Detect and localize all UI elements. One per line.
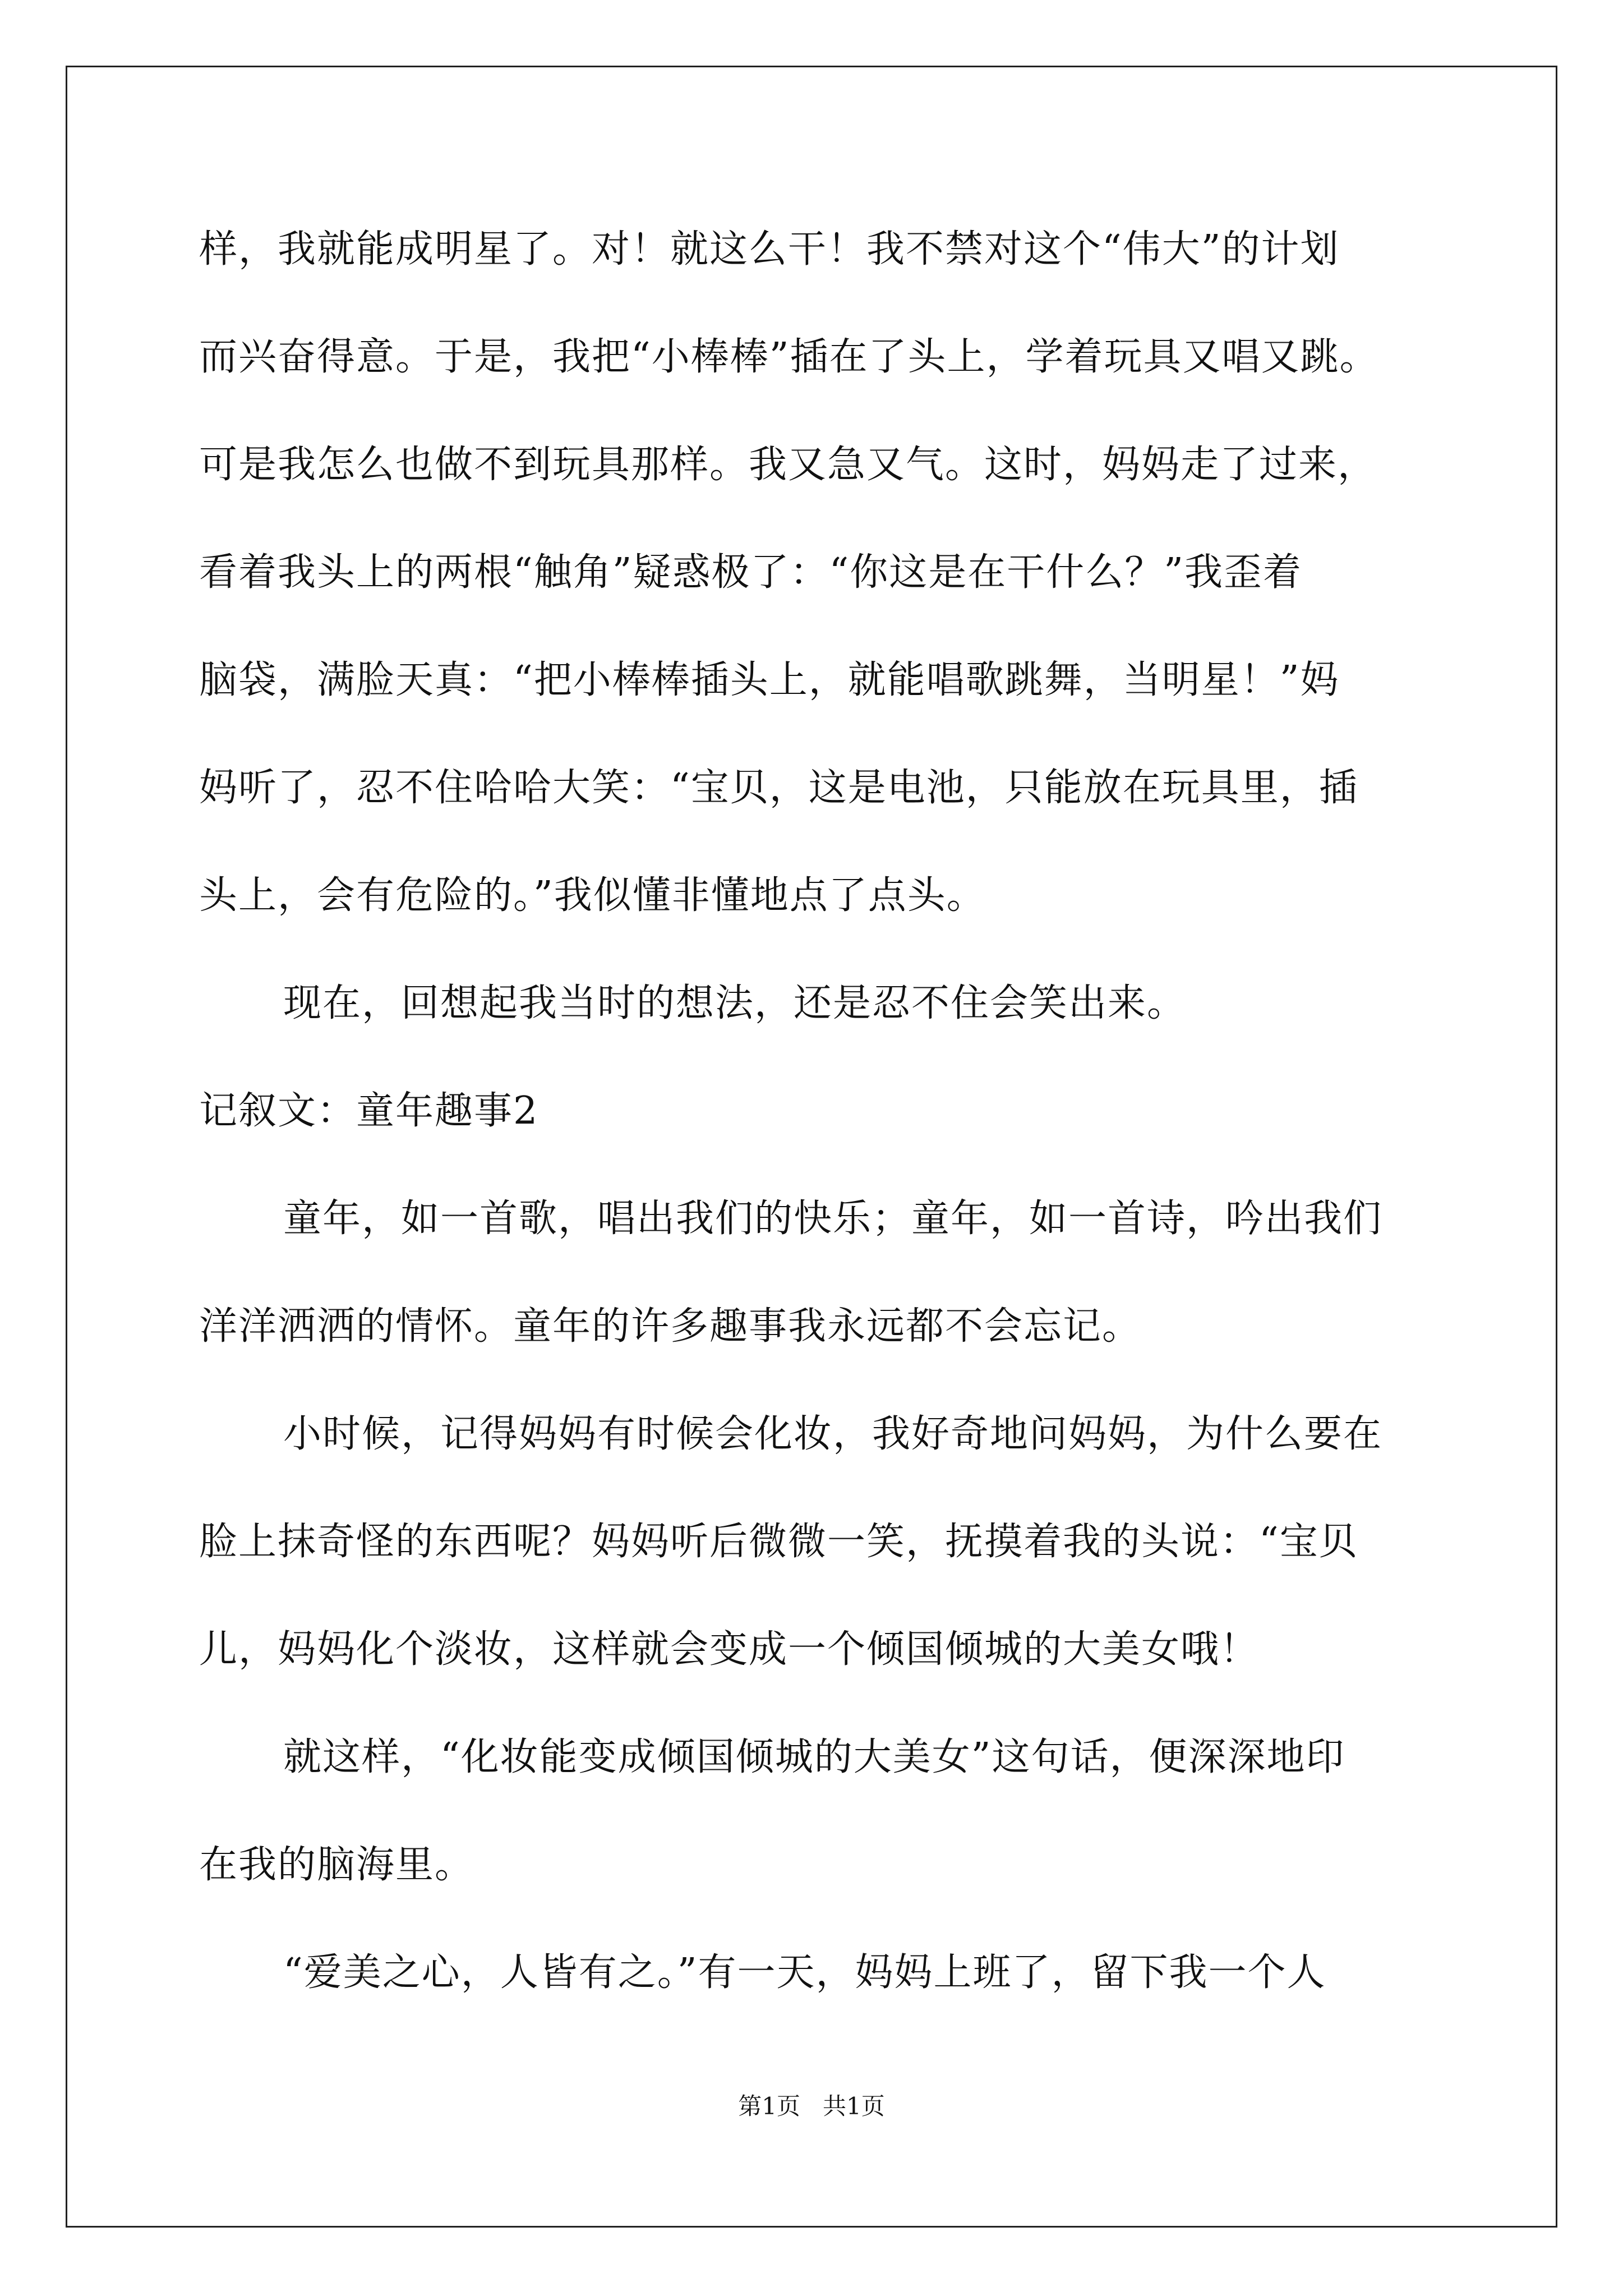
body-line-8: 现在，回想起我当时的想法，还是忍不住会笑出来。 [283, 981, 1187, 1025]
body-line-1: 样，我就能成明星了。对！就这么干！我不禁对这个“伟大”的计划 [199, 227, 1340, 272]
section-heading: 记叙文：童年趣事2 [199, 1089, 539, 1133]
body-line-7: 头上，会有危险的。”我似懂非懂地点了点头。 [199, 873, 986, 918]
body-line-14: 儿，妈妈化个淡妆，这样就会变成一个倾国倾城的大美女哦！ [199, 1627, 1260, 1672]
body-line-5: 脑袋，满脸天真：“把小棒棒插头上，就能唱歌跳舞，当明星！”妈 [199, 658, 1340, 702]
body-line-3: 可是我怎么也做不到玩具那样。我又急又气。这时，妈妈走了过来， [199, 443, 1377, 487]
body-line-6: 妈听了，忍不住哈哈大笑：“宝贝，这是电池，只能放在玩具里，插 [199, 766, 1358, 810]
body-line-4: 看着我头上的两根“触角”疑惑极了：“你这是在干什么？”我歪着 [199, 550, 1303, 595]
body-line-16: 在我的脑海里。 [199, 1843, 474, 1887]
body-line-15: 就这样，“化妆能变成倾国倾城的大美女”这句话，便深深地印 [283, 1735, 1345, 1779]
body-line-11: 洋洋洒洒的情怀。童年的许多趣事我永远都不会忘记。 [199, 1304, 1142, 1349]
page-number-footer: 第1页 共1页 [738, 2092, 885, 2120]
page-border [66, 66, 1557, 2228]
body-line-13: 脸上抹奇怪的东西呢？妈妈听后微微一笑，抚摸着我的头说：“宝贝 [199, 1520, 1358, 1564]
body-line-10: 童年，如一首歌，唱出我们的快乐；童年，如一首诗，吟出我们 [283, 1197, 1383, 1241]
body-line-12: 小时候，记得妈妈有时候会化妆，我好奇地问妈妈，为什么要在 [283, 1412, 1383, 1456]
body-line-2: 而兴奋得意。于是，我把“小棒棒”插在了头上，学着玩具又唱又跳。 [199, 335, 1379, 379]
body-line-17: “爱美之心，人皆有之。”有一天，妈妈上班了，留下我一个人 [283, 1950, 1326, 1995]
